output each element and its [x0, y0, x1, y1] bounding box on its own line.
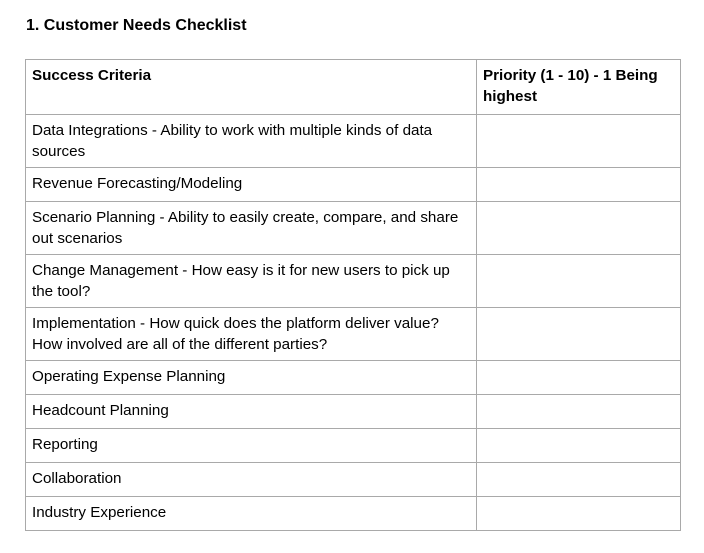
table-row — [26, 429, 681, 463]
priority-cell[interactable] — [477, 115, 681, 168]
priority-cell[interactable] — [477, 202, 681, 255]
priority-cell[interactable] — [477, 463, 681, 497]
table-header-row — [26, 60, 681, 115]
priority-cell[interactable] — [477, 255, 681, 308]
table-row — [26, 255, 681, 308]
table-row — [26, 115, 681, 168]
criteria-cell: Scenario Planning - Ability to easily create, compare, and share out scenarios — [26, 202, 477, 255]
criteria-cell: Industry Experience — [26, 497, 477, 531]
priority-cell[interactable] — [477, 429, 681, 463]
priority-cell[interactable] — [477, 395, 681, 429]
success-criteria-header: Success Criteria — [26, 60, 477, 115]
document-title: 1. Customer Needs Checklist — [26, 17, 247, 34]
criteria-cell: Collaboration — [26, 463, 477, 497]
customer-needs-table — [25, 59, 681, 531]
criteria-cell: Reporting — [26, 429, 477, 463]
table-row — [26, 463, 681, 497]
criteria-cell: Headcount Planning — [26, 395, 477, 429]
criteria-cell: Data Integrations - Ability to work with multiple kinds of data sources — [26, 115, 477, 168]
criteria-cell: Implementation - How quick does the platform deliver value? How involved are all of the different parties? — [26, 308, 477, 361]
priority-cell[interactable] — [477, 308, 681, 361]
table-row — [26, 497, 681, 531]
priority-cell[interactable] — [477, 168, 681, 202]
priority-cell[interactable] — [477, 361, 681, 395]
criteria-cell: Change Management - How easy is it for new users to pick up the tool? — [26, 255, 477, 308]
table-row — [26, 168, 681, 202]
table-row — [26, 361, 681, 395]
table-row — [26, 395, 681, 429]
priority-header: Priority (1 - 10) - 1 Being highest — [477, 60, 681, 115]
table-row — [26, 308, 681, 361]
table-row — [26, 202, 681, 255]
priority-cell[interactable] — [477, 497, 681, 531]
criteria-cell: Operating Expense Planning — [26, 361, 477, 395]
criteria-cell: Revenue Forecasting/Modeling — [26, 168, 477, 202]
